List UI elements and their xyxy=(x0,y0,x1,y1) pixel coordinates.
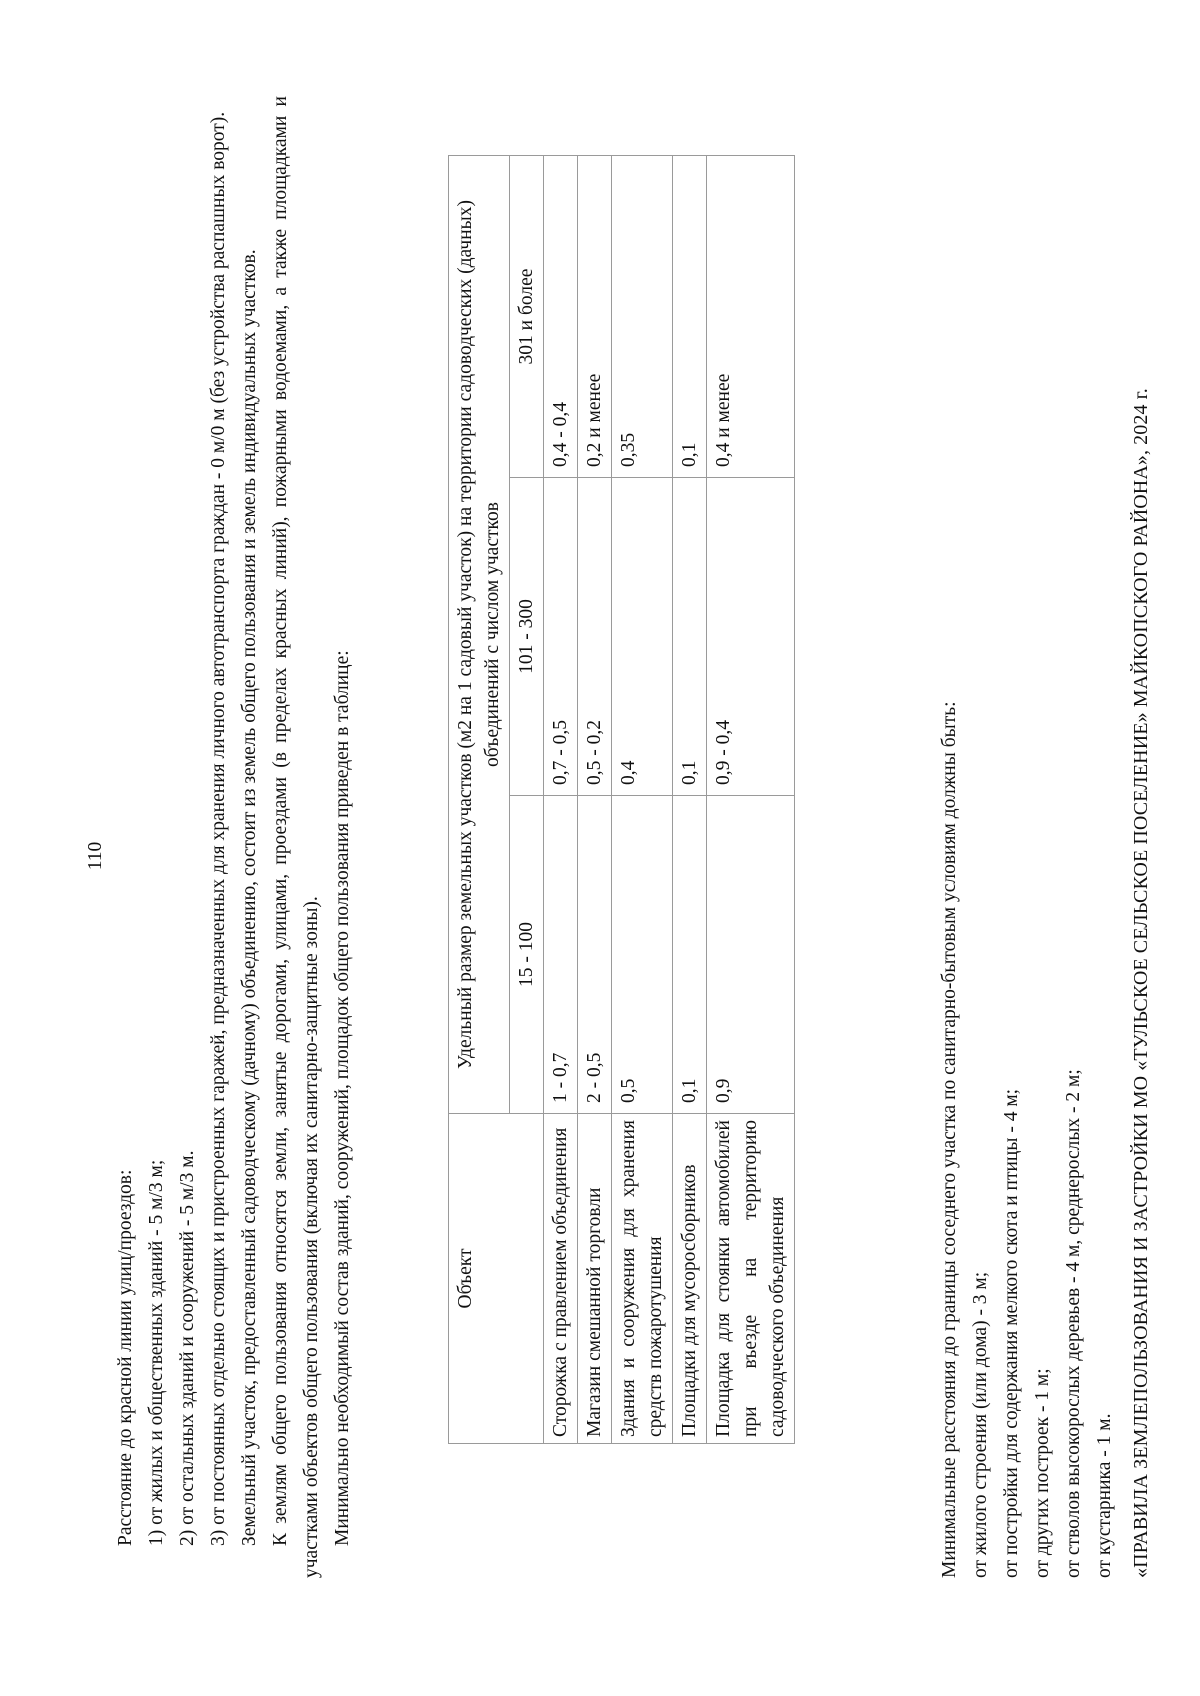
table-cell-object: Площадки для мусоросборников xyxy=(673,1114,707,1444)
table-header-object: Объект xyxy=(449,1114,544,1444)
table-row xyxy=(673,155,707,1443)
red-line-item: 3) от постоянных отдельно стоящих и пристроенных гаражей, предназначенных для хранения личного автотранспорта граждан - 0 м/0 м (без устройства распашных ворот). xyxy=(208,111,229,1546)
table-header-range: 15 - 100 xyxy=(510,796,544,1114)
table-cell-value: 0,5 - 0,2 xyxy=(578,478,612,796)
table-cell-value: 0,1 xyxy=(673,155,707,477)
distances-heading: Минимальные расстояния до границы соседнего участка по санитарно-бытовым условиям должны быть: xyxy=(939,701,960,1578)
intro-section xyxy=(110,96,358,1578)
table-cell-value: 0,5 xyxy=(612,796,673,1114)
distance-item: от жилого строения (или дома) - 3 м; xyxy=(970,1271,991,1578)
paragraph: Земельный участок, предоставленный садоводческому (дачному) объединению, состоит из земель общего пользования и земель индивидуальных участков. xyxy=(239,249,260,1546)
table-cell-value: 0,9 xyxy=(707,796,795,1114)
table-cell-value: 0,7 - 0,5 xyxy=(544,478,578,796)
table-row xyxy=(544,155,578,1443)
table-cell-value: 0,4 и менее xyxy=(707,155,795,477)
table-cell-object: Здания и сооружения для хранения средств пожаротушения xyxy=(612,1114,673,1444)
page-number: 110 xyxy=(85,841,106,871)
table-cell-value: 0,4 - 0,4 xyxy=(544,155,578,477)
table-row xyxy=(612,155,673,1443)
table-cell-value: 0,1 xyxy=(673,478,707,796)
table-cell-value: 0,4 xyxy=(612,478,673,796)
table-cell-value: 2 - 0,5 xyxy=(578,796,612,1114)
table-cell-object: Площадка для стоянки автомобилей при въезде на территорию садоводческого объединения xyxy=(707,1114,795,1444)
table-header-range: 101 - 300 xyxy=(510,478,544,796)
distance-item: от постройки для содержания мелкого скота и птицы - 4 м; xyxy=(1001,1088,1022,1578)
distances-section xyxy=(934,96,1120,1578)
red-line-item: 2) от остальных зданий и сооружений - 5 м/3 м. xyxy=(177,1150,198,1546)
table-cell-object: Магазин смешанной торговли xyxy=(578,1114,612,1444)
distance-item: от кустарника - 1 м. xyxy=(1094,1413,1115,1578)
table-cell-value: 0,9 - 0,4 xyxy=(707,478,795,796)
table-header-range: 301 и более xyxy=(510,155,544,477)
table-header-group: Удельный размер земельных участков (м2 на 1 садовый участок) на территории садоводческих (дачных) объединений с числом участков xyxy=(449,155,510,1113)
paragraph: К землям общего пользования относятся земли, занятые дорогами, улицами, проездами (в пределах красных линий), пожарными водоемами, а также площадками и участками объектов общего пользования (включая их санитарно-защитные зоны). xyxy=(270,96,322,1578)
paragraph: Минимально необходимый состав зданий, сооружений, площадок общего пользования приведен в таблице: xyxy=(332,650,353,1546)
red-line-heading: Расстояние до красной линии улиц/проездов: xyxy=(115,1169,136,1546)
distance-item: от других построек - 1 м; xyxy=(1032,1368,1053,1578)
document-footer: «ПРАВИЛА ЗЕМЛЕПОЛЬЗОВАНИЯ И ЗАСТРОЙКИ МО «ТУЛЬСКОЕ СЕЛЬСКОЕ ПОСЕЛЕНИЕ» МАЙКОПСКОГО РАЙОНА», 2024 г. xyxy=(1130,388,1152,1578)
table-cell-object: Сторожка с правлением объединения xyxy=(544,1114,578,1444)
table-row xyxy=(578,155,612,1443)
table-cell-value: 0,2 и менее xyxy=(578,155,612,477)
table-cell-value: 0,1 xyxy=(673,796,707,1114)
common-use-objects-table xyxy=(448,155,795,1444)
table-cell-value: 0,35 xyxy=(612,155,673,477)
red-line-item: 1) от жилых и общественных зданий - 5 м/3 м; xyxy=(146,1159,167,1546)
distance-item: от стволов высокорослых деревьев - 4 м, среднерослых - 2 м; xyxy=(1063,1069,1084,1578)
table-row xyxy=(707,155,795,1443)
table-cell-value: 1 - 0,7 xyxy=(544,796,578,1114)
